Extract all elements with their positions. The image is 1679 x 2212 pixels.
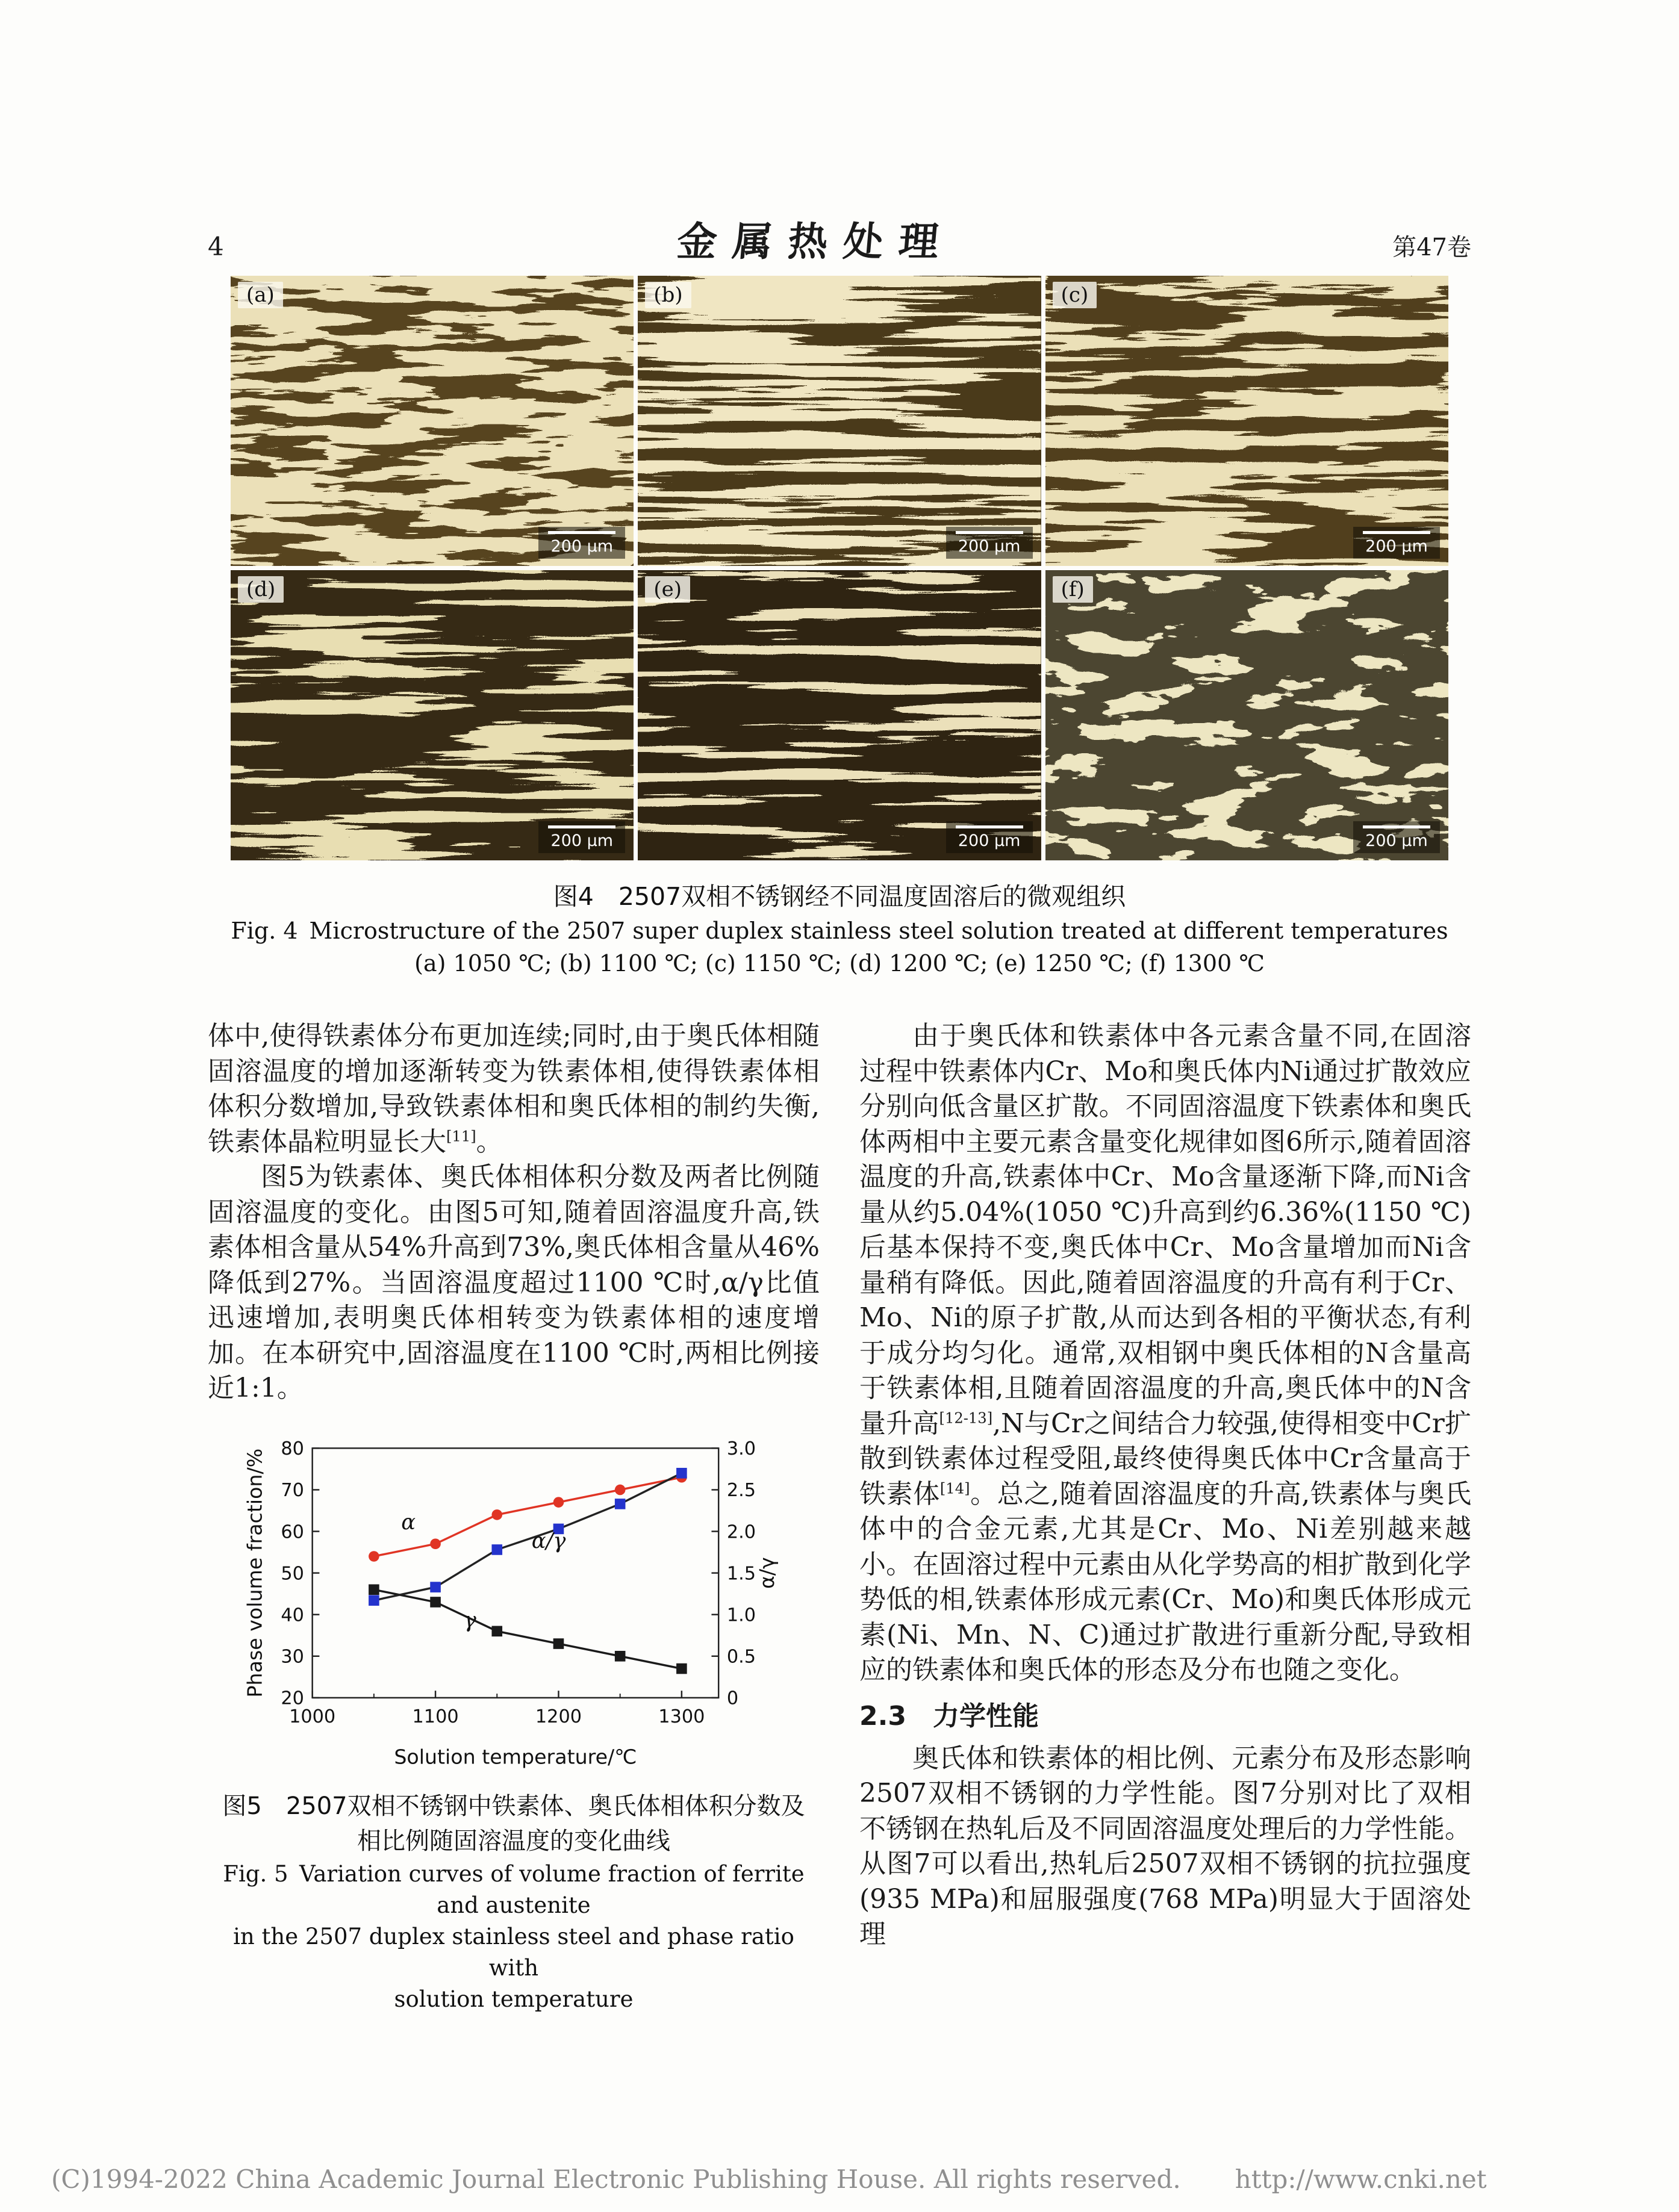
figure5-caption-en: solution temperature (394, 1986, 634, 2012)
svg-text:1.5: 1.5 (726, 1562, 756, 1584)
svg-text:80: 80 (281, 1438, 304, 1459)
scale-bar-line (956, 531, 1023, 534)
figure5-caption-zh: 图5 2507双相不锈钢中铁素体、奥氏体相体积分数及 (222, 1792, 805, 1820)
scale-bar-line (956, 825, 1023, 828)
svg-text:0: 0 (726, 1688, 739, 1709)
svg-text:1000: 1000 (289, 1706, 336, 1727)
svg-text:2.0: 2.0 (726, 1521, 756, 1542)
figure5-caption-en: in the 2507 duplex stainless steel and phase ratio with (233, 1923, 794, 1981)
panel-label: (c) (1053, 282, 1097, 308)
page-footer (51, 2164, 1487, 2194)
figure-4 (231, 276, 1448, 980)
text-segment: ,N与Cr之间结合力较强,使得相变中Cr扩散到铁素体过程受阻,最终使得奥氏体中Cr含量高于铁素体 (859, 1408, 1471, 1509)
svg-text:α/γ: α/γ (755, 1556, 779, 1589)
svg-text:1100: 1100 (412, 1706, 459, 1727)
scale-bar-text: 200 μm (550, 831, 614, 850)
micrograph-panel-f (1045, 570, 1448, 860)
figure4-caption-en: Fig. 4 Microstructure of the 2507 super duplex stainless steel solution treated at different temperatures (231, 918, 1448, 944)
svg-text:Phase volume fraction/%: Phase volume fraction/% (243, 1448, 267, 1697)
figure5-chart (243, 1432, 785, 1773)
scale-bar-line (548, 825, 615, 828)
text-segment: 。总之,随着固溶温度的升高,铁素体与奥氏体中的合金元素,尤其是Cr、Mo、Ni差别越来越小。在固溶过程中元素由从化学势高的相扩散到化学势低的相,铁素体形成元素(Cr、Mo)和奥氏体形成元素(Ni、Mn、N、C)通过扩散进行重新分配,导致相应的铁素体和奥氏体的形态及分布也随之变化。 (859, 1478, 1471, 1685)
body-paragraph: 奥氏体和铁素体的相比例、元素分布及形态影响2507双相不锈钢的力学性能。图7分别对比了双相不锈钢在热轧后及不同固溶温度处理后的力学性能。从图7可以看出,热轧后2507双相不锈钢的抗拉强度(935 MPa)和屈服强度(768 MPa)明显大于固溶处理 (859, 1742, 1471, 1949)
svg-text:α/γ: α/γ (531, 1528, 566, 1553)
text-segment: 由于奥氏体和铁素体中各元素含量不同,在固溶过程中铁素体内Cr、Mo和奥氏体内Ni通过扩散效应分别向低含量区扩散。不同固溶温度下铁素体和奥氏体两相中主要元素含量变化规律如图6所示,随着固溶温度的升高,铁素体中Cr、Mo含量逐渐下降,而Ni含量从约5.04%(1050 ℃)升高到约6.36%(1150 ℃)后基本保持不变,奥氏体中Cr、Mo含量增加而Ni含量稍有降低。因此,随着固溶温度的升高有利于Cr、Mo、Ni的原子扩散,从而达到各相的平衡状态,有利于成分均匀化。通常,双相钢中奥氏体相的N含量高于铁素体相,且随着固溶温度的升高,奥氏体中的N含量升高 (859, 1021, 1472, 1439)
body-paragraph (859, 1019, 1471, 1688)
body-paragraph (208, 1019, 820, 1160)
svg-text:20: 20 (281, 1688, 304, 1709)
micrograph-image (638, 570, 1041, 860)
volume-label: 第47卷 (1392, 234, 1471, 261)
text-segment: 。 (476, 1126, 503, 1157)
svg-text:60: 60 (281, 1521, 304, 1542)
scale-bar-line (1363, 531, 1430, 534)
journal-logo: 金属热处理 (675, 218, 956, 265)
scale-bar-text: 200 μm (958, 537, 1021, 556)
section-heading: 2.3 力学性能 (859, 1700, 1039, 1732)
figure4-conditions: (a) 1050 ℃; (b) 1100 ℃; (c) 1150 ℃; (d) 1200 ℃; (e) 1250 ℃; (f) 1300 ℃ (414, 950, 1265, 977)
svg-text:Solution temperature/℃: Solution temperature/℃ (394, 1744, 637, 1768)
micrograph-panel-b (638, 276, 1041, 566)
cnki-link[interactable]: http://www.cnki.net (1235, 2164, 1487, 2194)
body-columns (208, 1019, 1471, 2015)
micrograph-image (231, 570, 634, 860)
text-segment: 体中,使得铁素体分布更加连续;同时,由于奥氏体相随固溶温度的增加逐渐转变为铁素体相,使得铁素体相体积分数增加,导致铁素体相和奥氏体相的制约失衡,铁素体晶粒明显长大 (208, 1021, 820, 1157)
scale-bar-text: 200 μm (1365, 831, 1428, 850)
figure5-caption-zh: 相比例随固溶温度的变化曲线 (357, 1827, 670, 1855)
left-column (208, 1019, 820, 2015)
page-number: 4 (208, 232, 224, 261)
svg-text:30: 30 (281, 1646, 304, 1668)
panel-label: (e) (645, 576, 690, 603)
right-column (859, 1019, 1471, 2015)
copyright-text: (C)1994-2022 China Academic Journal Electronic Publishing House. All rights reserved. (51, 2164, 1181, 2194)
figure5-caption (208, 1789, 820, 2015)
scale-bar (1353, 527, 1440, 559)
svg-text:3.0: 3.0 (726, 1438, 756, 1459)
scale-bar (538, 527, 625, 559)
figure5-caption-en: Fig. 5 Variation curves of volume fraction of ferrite and austenite (223, 1860, 805, 1918)
micrograph-image (231, 276, 634, 566)
svg-text:40: 40 (281, 1604, 304, 1626)
micrograph-panel-a (231, 276, 634, 566)
panel-label: (d) (238, 576, 284, 603)
panel-label: (b) (645, 282, 691, 308)
scale-bar-line (548, 531, 615, 534)
figure4-caption (231, 878, 1448, 980)
svg-text:50: 50 (281, 1562, 304, 1584)
scale-bar-text: 200 μm (958, 831, 1021, 850)
svg-text:1.0: 1.0 (726, 1604, 756, 1626)
citation-ref: [11] (446, 1127, 476, 1145)
svg-text:2.5: 2.5 (726, 1479, 756, 1501)
micrograph-image (638, 276, 1041, 566)
micrograph-image (1045, 570, 1448, 860)
scale-bar-text: 200 μm (1365, 537, 1428, 556)
scale-bar (946, 821, 1033, 853)
svg-text:0.5: 0.5 (726, 1646, 756, 1668)
svg-text:1200: 1200 (535, 1706, 582, 1727)
scale-bar-text: 200 μm (550, 537, 614, 556)
micrograph-panel-c (1045, 276, 1448, 566)
svg-text:70: 70 (281, 1479, 304, 1501)
scale-bar (538, 821, 625, 853)
scale-bar (946, 527, 1033, 559)
svg-text:γ: γ (463, 1607, 476, 1632)
micrograph-image (1045, 276, 1448, 566)
panel-label: (a) (238, 282, 283, 308)
scale-bar (1353, 821, 1440, 853)
figure4-caption-zh: 图4 2507双相不锈钢经不同温度固溶后的微观组织 (553, 882, 1126, 911)
figure-5 (208, 1432, 820, 2015)
scale-bar-line (1363, 825, 1430, 828)
citation-ref: [12-13] (939, 1409, 993, 1426)
citation-ref: [14] (939, 1479, 970, 1497)
micrograph-panel-e (638, 570, 1041, 860)
micrograph-grid (231, 276, 1448, 860)
micrograph-panel-d (231, 570, 634, 860)
svg-text:1300: 1300 (658, 1706, 705, 1727)
page-header (208, 210, 1471, 267)
svg-text:α: α (401, 1509, 416, 1535)
panel-label: (f) (1053, 576, 1093, 603)
body-paragraph: 图5为铁素体、奥氏体相体积分数及两者比例随固溶温度的变化。由图5可知,随着固溶温度升高,铁素体相含量从54%升高到73%,奥氏体相含量从46%降低到27%。当固溶温度超过1100 ℃时,α/γ比值迅速增加,表明奥氏体相转变为铁素体相的速度增加。在本研究中,固溶温度在1100 ℃时,两相比例接近1:1。 (208, 1161, 820, 1403)
